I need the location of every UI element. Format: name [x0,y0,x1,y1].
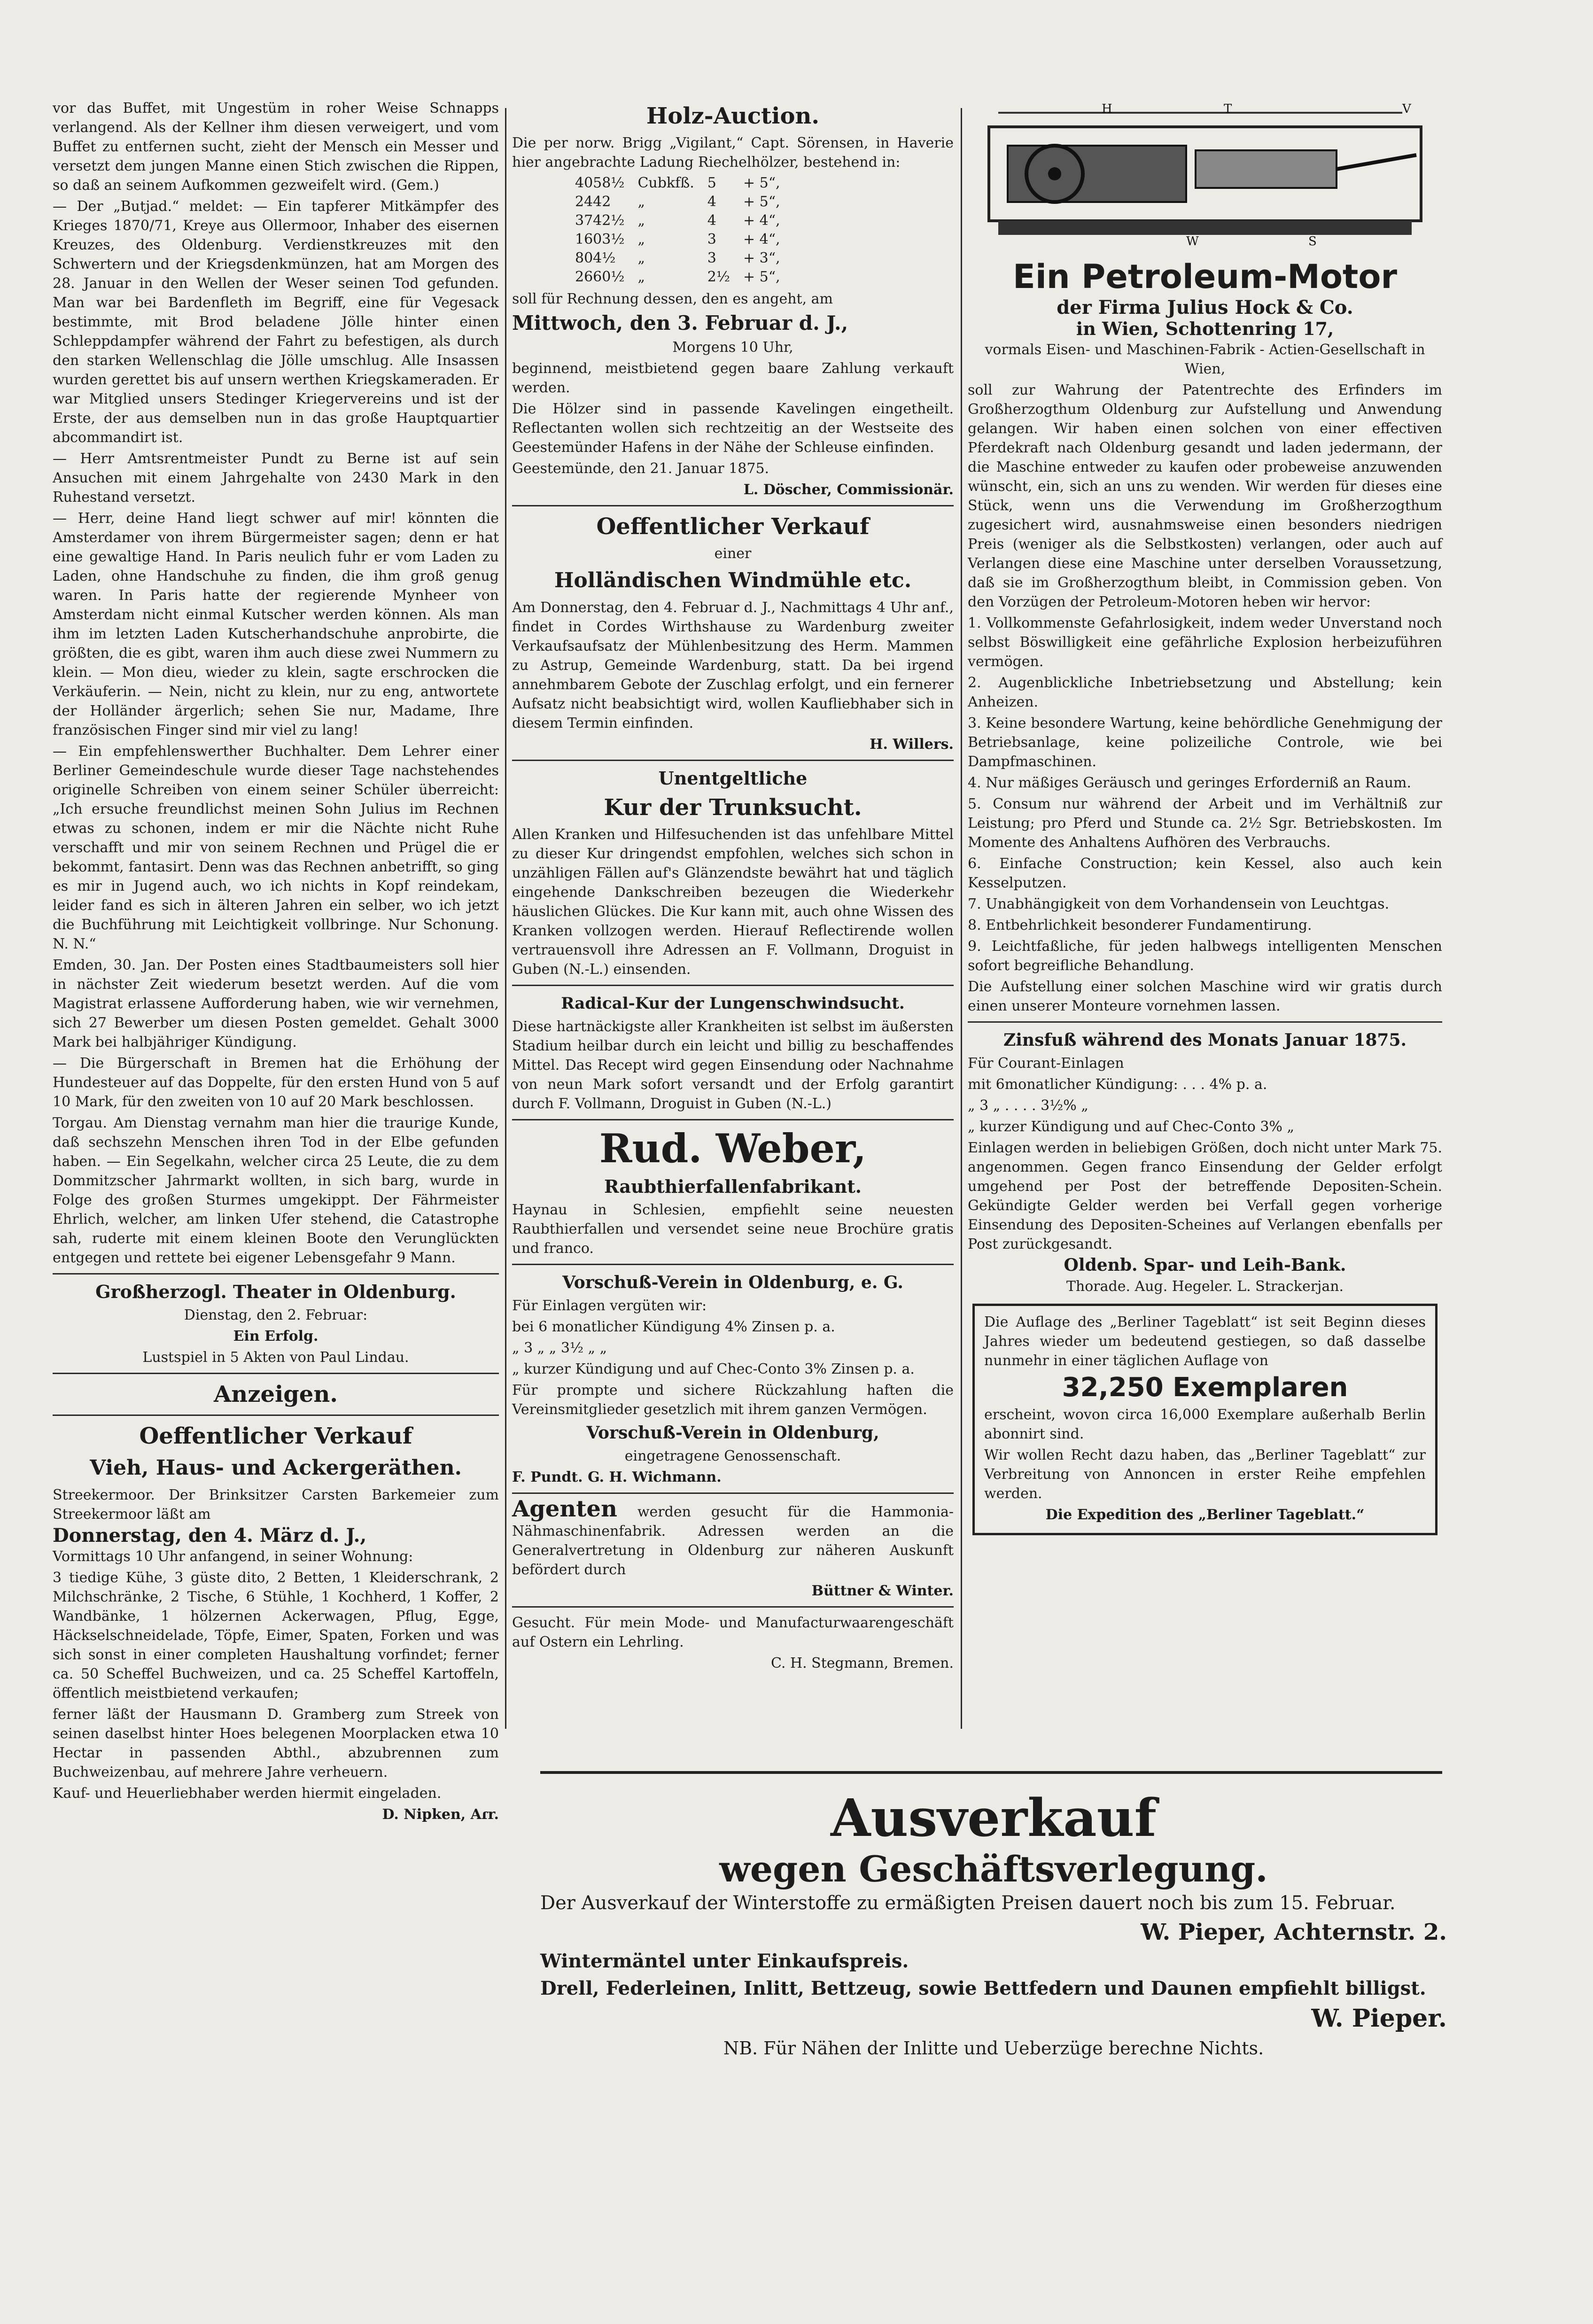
wood-row [568,249,787,268]
wood-cell: + 4“, [743,212,780,229]
engine-label: W [1186,234,1199,249]
zins-line: mit 6monatlicher Kündigung: . . . 4% p. a. [968,1076,1267,1093]
motor-point: 3. Keine besondere Wartung, keine behördliche Genehmigung der Betriebsanlage, keine polizeiliche Controle, wie bei Dampfmaschinen. [968,715,1442,770]
motor-ad [968,258,1442,1016]
motor-point: 8. Entbehrlichkeit besonderer Fundamentirung. [968,917,1312,933]
zins-title: Zinsfuß während des Monats Januar 1875. [1003,1030,1407,1050]
engine-label: T [1224,102,1232,116]
column-2 [512,99,954,1675]
motor-point: 9. Leichtfaßliche, für jeden halbwegs intelligenten Menschen sofort begreifliche Behandlung. [968,938,1442,974]
motor-title: Ein Petroleum-Motor [1013,257,1397,296]
weber-subtitle: Raubthierfallenfabrikant. [604,1176,862,1197]
theater-title: Großherzogl. Theater in Oldenburg. [95,1281,456,1302]
news-item: — Herr Amtsrentmeister Pundt zu Berne ist auf sein Ansuchen mit einem Jahrgehalte von 2430 Mark in den Ruhestand versetzt. [53,451,499,505]
ausverkauf-signature: W. Pieper, Achternstr. 2. [1141,1919,1447,1945]
wood-cell: 4058½ [575,175,625,191]
theater-notice [53,1280,499,1367]
weber-ad [512,1126,954,1258]
wood-cell: „ [637,269,645,285]
sale-ad [53,1422,499,1824]
holz-date: Mittwoch, den 3. Februar d. J., [512,311,848,334]
engine-label: S [1308,234,1317,249]
wood-table [568,174,787,287]
holz-intro: Die per norw. Brigg „Vigilant,“ Capt. Sörensen, in Haverie hier angebrachte Ladung Riechelhölzer, bestehend in: [512,135,954,171]
sale-title: Oeffentlicher Verkauf [139,1423,412,1449]
wood-cell: 804½ [575,250,616,266]
vorschuss-signature: F. Pundt. G. H. Wichmann. [512,1469,722,1485]
windmill-subtitle: Holländischen Windmühle etc. [554,568,912,592]
windmill-einer: einer [714,545,752,562]
zins-bank: Oldenb. Spar- und Leih-Bank. [1064,1255,1346,1275]
motor-point: 2. Augenblickliche Inbetriebsetzung und Abstellung; kein Anheizen. [968,675,1442,710]
ausverkauf-ad [540,1785,1447,2062]
wood-cell: 5 [707,175,716,191]
weber-body: Haynau in Schlesien, empfiehlt seine neuesten Raubthierfallen und versendet seine neue Brochüre gratis und franco. [512,1202,954,1257]
zins-line: „ 3 „ . . . . 3½% „ [968,1097,1088,1114]
vorschuss-body: Für prompte und sichere Rückzahlung haften die Vereinsmitglieder gesetzlich mit ihrem ganzen Vermögen. [512,1382,954,1418]
column-divider-right [961,108,962,1729]
engine-label: V [1402,102,1411,116]
column-1 [53,99,499,1826]
news-item: vor das Buffet, mit Ungestüm in roher Weise Schnapps verlangend. Als der Kellner ihm diesen verweigert, und vom Buffet zu entfernen sucht, zieht der Mensch ein Messer und versetzt dem jungen Manne einen Stich zwischen die Rippen, so daß an seinem Aufkommen gezweifelt wird. (Gem.) [53,100,499,194]
motor-firm: in Wien, Schottenring 17, [1076,318,1334,339]
wood-cell: „ [637,231,645,248]
column-divider-left [505,108,506,1729]
lungen-body: Diese hartnäckigste aller Krankheiten ist selbst im äußersten Stadium heilbar durch ein leicht und billig zu beschaffendes Mittel. Das Recept wird gegen Einsendung oder Nachnahme von neun Mark sofort versandt und der Erfolg garantirt durch F. Vollmann, Droguist in Guben (N.-L.) [512,1018,954,1112]
divider [968,1021,1442,1023]
motor-firm: vormals Eisen- und Maschinen-Fabrik - Actien-Gesellschaft in Wien, [985,342,1425,377]
wood-row [568,211,787,230]
ausverkauf-line: Der Ausverkauf der Winterstoffe zu ermäßigten Preisen dauert noch bis zum 15. Februar. [540,1892,1396,1914]
zins-line: Für Courant-Einlagen [968,1055,1124,1072]
divider [512,760,954,761]
agenten-ad [512,1496,954,1601]
gesucht-ad [512,1613,954,1673]
sale-body: 3 tiedige Kühe, 3 güste dito, 2 Betten, 1 Kleiderschrank, 2 Milchschränke, 2 Tische, 6 Stühle, 1 Kochherd, 1 Koffer, 2 Wandbänke, 1 hölzernen Ackerwagen, Pflug, Egge, Häckselschneidelade, Töpfe, Eimer, Spaten, Forken und was sich sonst in einer completen Haushaltung vorfindet; ferner ca. 50 Scheffel Buchweizen, und ca. 25 Scheffel Kartoffeln, öffentlich meistbietend verkaufen; [53,1570,499,1702]
news-item: Torgau. Am Dienstag vernahm man hier die traurige Kunde, daß sechszehn Menschen ihren Tod in der Elbe gefunden haben. — Ein Segelkahn, welcher circa 25 Leute, die zu dem Dommitzscher Jahrmarkt wollten, in sich barg, wurde in Folge des großen Sturmes umgekippt. Der Fährmeister Ehrlich, welcher, am linken Ufer stehend, die Catastrophe sah, ruderte mit einem kleinen Boote den Verunglückten entgegen und rettete bei eigener Lebensgefahr 9 Mann. [53,1115,499,1266]
zins-line: „ kurzer Kündigung und auf Chec-Conto 3% „ [968,1119,1294,1135]
wood-cell: 1603½ [575,231,625,248]
windmill-signature: H. Willers. [870,736,954,753]
motor-point: 7. Unabhängigkeit von dem Vorhandensein von Leuchtgas. [968,896,1390,912]
vorschuss-subtitle: eingetragene Genossenschaft. [624,1448,841,1464]
holz-place: Geestemünde, den 21. Januar 1875. [512,460,769,477]
anzeigen-heading: Anzeigen. [214,1381,338,1407]
zins-body: Einlagen werden in beliebigen Größen, doch nicht unter Mark 75. angenommen. Gegen franco Einsendung der Gelder erfolgt umgehend per Post der betreffende Depositen-Schein. Gekündigte Gelder werden bei Verfall gegen vorherige Einsendung des Depositen-Scheines auf Verlangen ebenfalls per Post zurückgesandt. [968,1140,1442,1252]
ausverkauf-line: Drell, Federleinen, Inlitt, Bettzeug, sowie Bettfedern und Daunen empfiehlt billigst. [540,1977,1426,1999]
holz-title: Holz-Auction. [646,103,820,129]
motor-point: 1. Vollkommenste Gefahrlosigkeit, indem weder Unverstand noch selbst Böswilligkeit eine gefährliche Explosion herbeizuführen vermögen. [968,615,1442,670]
wood-cell: + 4“, [743,231,780,248]
windmill-title: Oeffentlicher Verkauf [596,513,870,540]
ausverkauf-nb: NB. Für Nähen der Inlitte und Ueberzüge berechne Nichts. [723,2038,1264,2059]
trunk-title: Unentgeltliche [658,768,808,789]
vorschuss-body: „ kurzer Kündigung und auf Chec-Conto 3% Zinsen p. a. [512,1361,915,1377]
tageblatt-line: Die Auflage des „Berliner Tageblatt“ ist seit Beginn dieses Jahres wieder um bedeutend gestiegen, so daß dasselbe nunmehr in einer täglichen Auflage von [984,1314,1426,1369]
divider [53,1373,499,1374]
divider [512,1492,954,1494]
trunk-body: Allen Kranken und Hilfesuchenden ist das unfehlbare Mittel zu dieser Kur dringendst empfohlen, welches sich schon in unzähligen Fällen auf's Glänzendste bewährt hat und täglich eingehende Dankschreiben bezeugen die Wiederkehr häuslichen Glückes. Die Kur kann mit, auch ohne Wissen des Kranken vollzogen werden. Hierauf Reflectirende wollen vertrauensvoll ihre Adressen an F. Vollmann, Droguist in Guben (N.-L.) einsenden. [512,826,954,978]
news-item: — Ein empfehlenswerther Buchhalter. Dem Lehrer einer Berliner Gemeindeschule wurde dieser Tage nachstehendes originelle Schreiben von einem seiner Schüler überreicht: „Ich ersuche freundlichst meinen Sohn Julius im Rechnen etwas zu schonen, indem er mir die Nächte nicht Ruhe verschafft und mir von seinem Rechnen und Prügel die er bekommt, fantasirt. Denn was das Rechnen anbetrifft, so ging es mir in Jugend auch, wo ich nichts in Kopf reindekam, leider fand es sich in älteren Jahren ein selber, wo ich jetzt die Buchführung mit Leichtigkeit vollbringe. Nur Schonung. N. N.“ [53,743,499,952]
ausverkauf-title: Ausverkauf [831,1788,1157,1848]
wood-row [568,268,787,287]
gesucht-signature: C. H. Stegmann, Bremen. [770,1655,954,1671]
tageblatt-signature: Die Expedition des „Berliner Tageblatt.“ [1045,1507,1365,1523]
weber-title: Rud. Weber, [599,1125,867,1172]
motor-footer: Die Aufstellung einer solchen Maschine wird wir gratis durch einen unserer Monteure vornehmen lassen. [968,979,1442,1014]
divider [512,505,954,506]
theater-date: Dienstag, den 2. Februar: [184,1307,368,1323]
wood-cell: 2442 [575,194,611,210]
sale-body: Kauf- und Heuerliebhaber werden hiermit eingeladen. [53,1785,442,1802]
wood-cell: 4 [707,194,716,210]
motor-point: 6. Einfache Construction; kein Kessel, also auch kein Kesselputzen. [968,855,1442,891]
banner-top-rule [540,1771,1442,1774]
column-3 [968,99,1442,1543]
divider [53,1273,499,1275]
wood-cell: 3742½ [575,212,625,229]
news-item: — Die Bürgerschaft in Bremen hat die Erhöhung der Hundesteuer auf das Doppelte, für den ersten Hund von 5 auf 10 Mark, für den zweiten von 10 auf 20 Mark beschlossen. [53,1055,499,1110]
tageblatt-line: erscheint, wovon circa 16,000 Exemplare außerhalb Berlin abonnirt sind. [984,1407,1426,1442]
wood-cell: Cubkfß. [637,175,694,191]
sale-body: Vormittags 10 Uhr anfangend, in seiner Wohnung: [53,1548,413,1565]
motor-firm: der Firma Julius Hock & Co. [1057,296,1353,319]
holz-body: Die Hölzer sind in passende Kavelingen eingetheilt. Reflectanten wollen sich rechtzeitig an der Westseite des Geestemünder Hafens in der Nähe der Schleuse einfinden. [512,401,954,456]
vorschuss-ad [512,1271,954,1487]
sale-date: Donnerstag, den 4. März d. J., [53,1524,367,1547]
gesucht-body: Gesucht. Für mein Mode- und Manufacturwaarengeschäft auf Ostern ein Lehrling. [512,1615,954,1650]
agenten-signature: Büttner & Winter. [811,1583,954,1599]
divider [53,1415,499,1416]
holz-time: Morgens 10 Uhr, [672,339,793,356]
wood-cell: + 5“, [743,194,780,210]
news-item: Emden, 30. Jan. Der Posten eines Stadtbaumeisters soll hier in nächster Zeit wiederum besetzt werden. Auf die vom Magistrat erlassene Aufforderung haben, wie wir vernehmen, sich 27 Bewerber um diesen Posten gemeldet. Gehalt 3000 Mark bei halbjähriger Kündigung. [53,957,499,1050]
vorschuss-body: Für Einlagen vergüten wir: [512,1298,707,1314]
ausverkauf-signature: W. Pieper. [1311,2004,1447,2033]
vorschuss-title: Vorschuß-Verein in Oldenburg, e. G. [562,1273,903,1292]
divider [512,1606,954,1608]
sale-body: ferner läßt der Hausmann D. Gramberg zum Streek von seinen daselbst hinter Hoes belegenen Moorplacken etwa 10 Hectar in passenden Abthl., abzubrennen zum Buchweizenbau, auf mehrere Jahre verheuern. [53,1706,499,1780]
divider [512,1264,954,1265]
lungen-ad [512,992,954,1113]
motor-point: 4. Nur mäßiges Geräusch und geringes Erforderniß an Raum. [968,775,1412,791]
wood-cell: „ [637,194,645,210]
ausverkauf-line: Wintermäntel unter Einkaufspreis. [540,1950,909,1972]
news-item: — Der „Butjad.“ meldet: — Ein tapferer Mitkämpfer des Krieges 1870/71, Kreye aus Ollermoor, Inhaber des eisernen Kreuzes, des Oldenburg. Verdienstkreuzes mit den Schwertern und der Kriegsdenkmünzen, hat am Morgen des 28. Januar in den Wellen der Weser seinen Tod gefunden. Man war bei Bardenfleth im Begriff, eine für Vegesack bestimmte, mit Brod beladene Jölle hinter einen Schleppdampfer während der Fahrt zu befestigen, als durch den starken Wellenschlag die Jölle umschlug. Alle Insassen wurden gerettet bis auf unsern werthen Kriegskameraden. Er war Mitglied unsers Stedinger Kriegervereins und ist der Erste, der aus demselben nun in das große Hauptquartier abcommandirt ist. [53,198,499,446]
wood-cell: 2½ [707,269,730,285]
wood-cell: + 3“, [743,250,780,266]
lungen-title: Radical-Kur der Lungenschwindsucht. [561,994,905,1013]
holz-auction-ad [512,101,954,499]
trunksucht-ad [512,767,954,979]
sale-intro: Streekermoor. Der Brinksitzer Carsten Barkemeier zum Streekermoor läßt am [53,1487,499,1523]
wood-cell: „ [637,212,645,229]
windmill-ad [512,512,954,754]
tageblatt-line: Wir wollen Recht dazu haben, das „Berliner Tageblatt“ zur Verbreitung von Annoncen in erster Reihe empfehlen werden. [984,1447,1426,1502]
divider [512,1119,954,1120]
wood-cell: 3 [707,231,716,248]
divider [512,985,954,986]
theater-play: Ein Erfolg. [233,1328,319,1345]
holz-after: soll für Rechnung dessen, den es angeht, am [512,291,833,307]
windmill-body: Am Donnerstag, den 4. Februar d. J., Nachmittags 4 Uhr anf., findet in Cordes Wirthshause zu Wardenburg zweiter Verkaufsaufsatz der Mühlenbesitzung des Herm. Mammen zu Astrup, Gemeinde Wardenburg, statt. Da bei irgend annehmbarem Gebote der Zuschlag erfolgt, und ein fernerer Aufsatz nicht beabsichtigt wird, wollen Kaufliebhaber sich in diesem Termin einfinden. [512,599,954,731]
theater-desc: Lustspiel in 5 Akten von Paul Lindau. [142,1349,409,1366]
wood-cell: + 5“, [743,269,780,285]
holz-signature: L. Döscher, Commissionär. [743,482,954,498]
wood-cell: 4 [707,212,716,229]
tageblatt-ad [972,1304,1438,1535]
wood-cell: 3 [707,250,716,266]
sale-signature: D. Nipken, Aɾr. [382,1806,499,1823]
sale-subtitle: Vieh, Haus- und Ackergeräthen. [90,1456,462,1480]
agenten-body: werden gesucht für die Hammonia-Nähmaschinenfabrik. Adressen werden an die Generalvertretung in Oldenburg zur näheren Auskunft befördert durch [512,1504,954,1578]
ausverkauf-subtitle: wegen Geschäftsverlegung. [719,1848,1268,1890]
wood-cell: 2660½ [575,269,625,285]
news-item: — Herr, deine Hand liegt schwer auf mir! könnten die Amsterdamer von ihrem Bürgermeister sagen; denn er hat eine gewaltige Hand. In Paris neulich fuhr er vom Laden zu Laden, ohne Handschuhe zu finden, die ihm groß genug waren. In Paris hatte der regierende Mynheer von Amsterdam nicht einmal Kutscher werden können. Als man ihm im letzten Laden Kutscherhandschuhe anprobirte, die größten, die es gibt, waren ihm auch diese zwei Nummern zu klein. — Mon dieu, wieder zu klein, sagte erschrocken die Verkäuferin. — Nein, nicht zu klein, nur zu eng, antwortete der Holländer ärgerlich; sehen Sie nur, Madame, Ihre französischen Finger sind mir viel zu lang! [53,510,499,738]
motor-body: soll zur Wahrung der Patentrechte des Erfinders im Großherzogthum Oldenburg zur Aufstellung und Anwendung gelangen. Wir haben einen solchen von einer effectiven Pferdekraft nach Oldenburg gesandt und laden jedermann, der die Maschine entweder zu kaufen oder probeweise anzuwenden wünscht, ein, sich an uns zu wenden. Wir werden für dieses eine Stück, wenn uns die Verwendung im Großherzogthum zugesichert wird, ausnahmsweise einen besonders niedrigen Preis (weniger als die Selbstkosten) verlangen, oder auch auf Verlangen diese eine Maschine unter derselben Voraussetzung, daß sie im Großherzogthum bleibt, in Commission geben. Von den Vorzügen der Petroleum-Motoren heben wir hervor: [968,382,1442,610]
vorschuss-body: bei 6 monatlicher Kündigung 4% Zinsen p. a. [512,1319,835,1335]
wood-cell: + 5“, [743,175,780,191]
wood-row [568,230,787,249]
vorschuss-body: „ 3 „ „ 3½ „ „ [512,1340,607,1356]
tageblatt-big: 32,250 Exemplaren [1062,1372,1348,1403]
engine-label: H [1102,102,1112,116]
motor-point: 5. Consum nur während der Arbeit und im Verhältniß zur Leistung; pro Pferd und Stunde ca. 2½ Sgr. Betriebskosten. Im Momente des Anhaltens Aufhören des Verbrauchs. [968,796,1442,851]
vorschuss-title-2: Vorschuß-Verein in Oldenburg, [586,1423,879,1443]
zins-names: Thorade. Aug. Hegeler. L. Strackerjan. [1066,1278,1344,1295]
agenten-title: Agenten [512,1496,617,1522]
zins-ad [968,1028,1442,1296]
trunk-subtitle: Kur der Trunksucht. [604,794,862,821]
petroleum-engine-illustration [979,99,1430,254]
wood-cell: „ [637,250,645,266]
wood-row [568,193,787,211]
wood-row [568,174,787,193]
holz-body: beginnend, meistbietend gegen baare Zahlung verkauft werden. [512,360,954,396]
